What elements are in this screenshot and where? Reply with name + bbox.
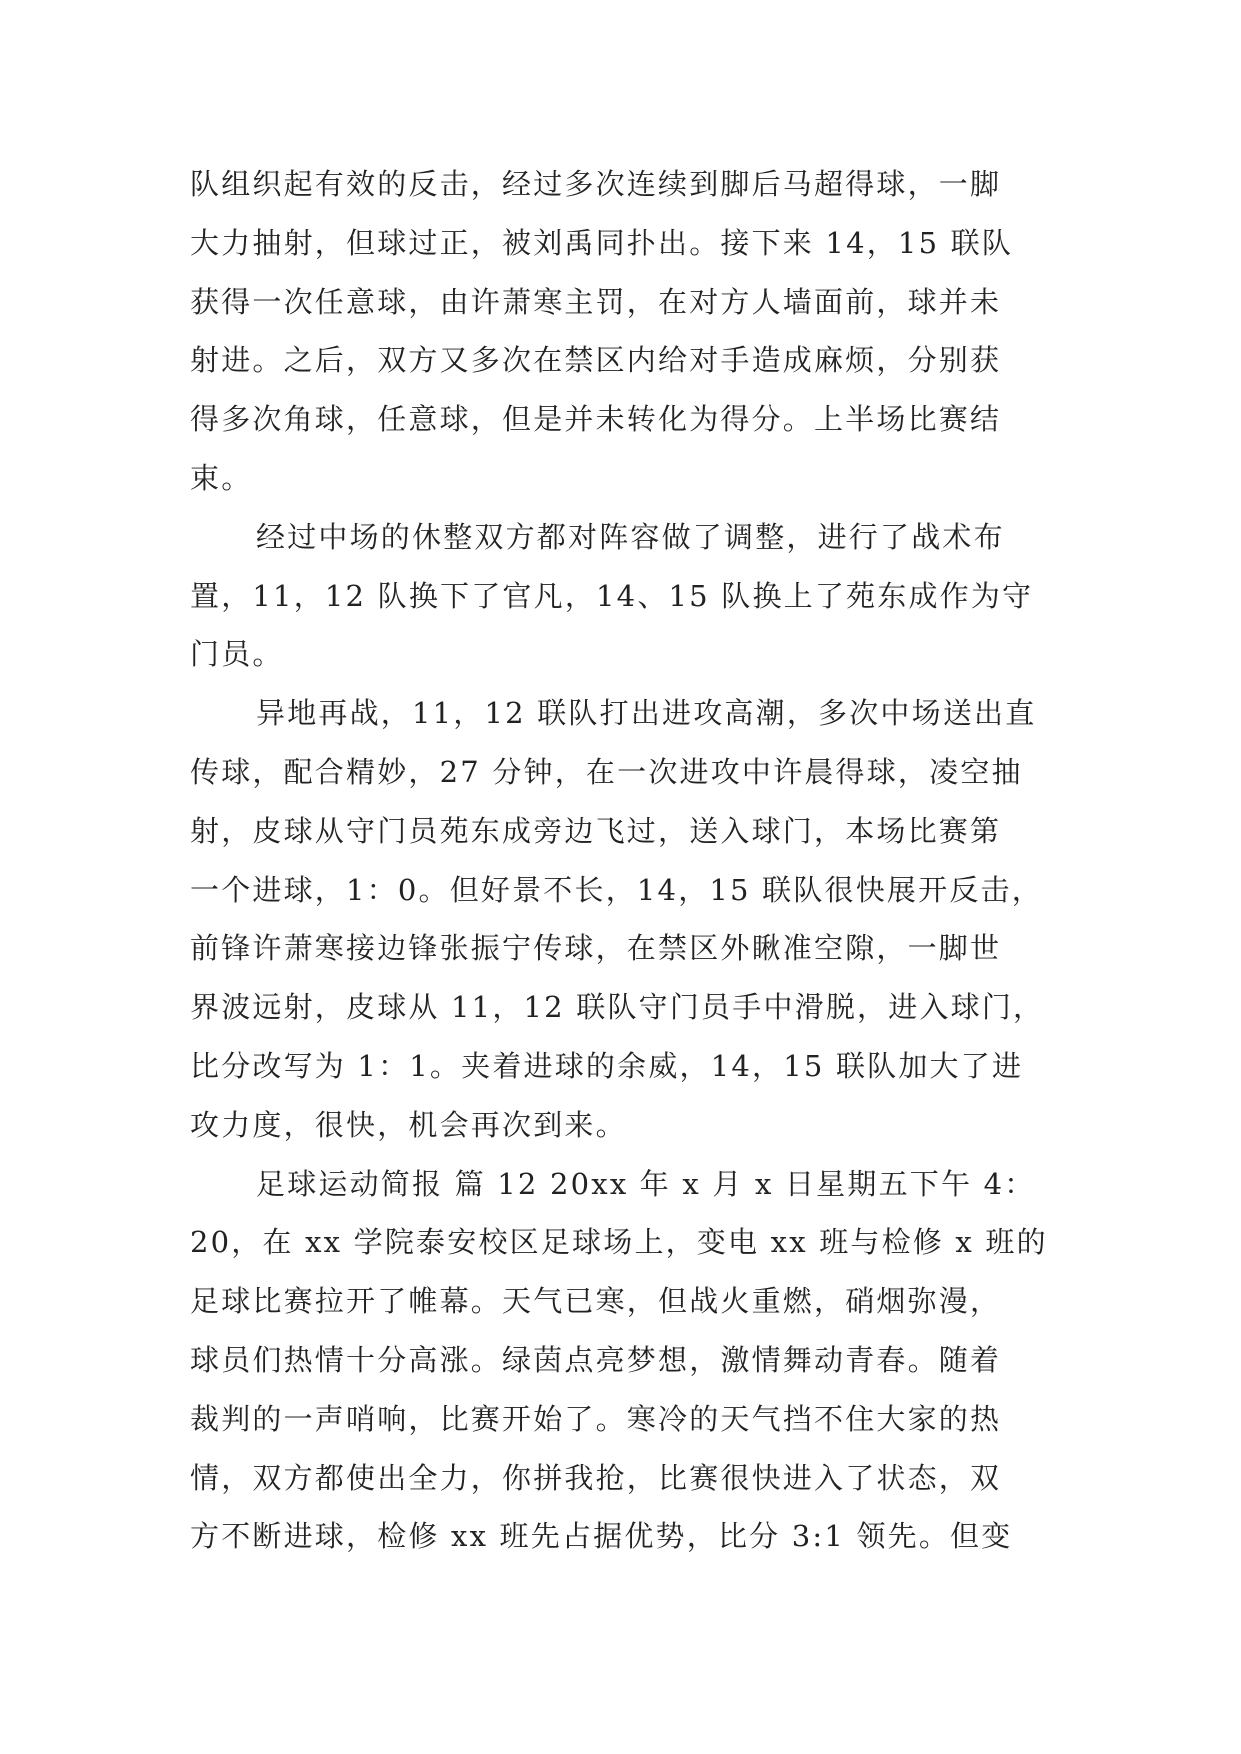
text-line: 束。 [190, 460, 253, 495]
text-line: 经过中场的休整双方都对阵容做了调整，进行了战术布 [256, 519, 1005, 554]
paragraph-2 [190, 508, 1060, 684]
text-line: 异地再战，11，12 联队打出进攻高潮，多次中场送出直 [256, 696, 1037, 731]
paragraph-4 [190, 1155, 1060, 1567]
text-line: 球员们热情十分高涨。绿茵点亮梦想，激情舞动青春。随着 [190, 1342, 1002, 1377]
text-line: 裁判的一声哨响，比赛开始了。寒冷的天气挡不住大家的热 [190, 1401, 1002, 1436]
text-line: 得多次角球，任意球，但是并未转化为得分。上半场比赛结 [190, 402, 1002, 437]
text-line: 攻力度，很快，机会再次到来。 [190, 1107, 627, 1142]
text-line: 足球比赛拉开了帷幕。天气已寒，但战火重燃，硝烟弥漫， [190, 1284, 1002, 1319]
text-line: 前锋许萧寒接边锋张振宁传球，在禁区外瞅准空隙，一脚世 [190, 931, 1002, 966]
text-line: 获得一次任意球，由许萧寒主罚，在对方人墙面前，球并未 [190, 284, 1002, 319]
text-line: 足球运动简报 篇 12 20xx 年 x 月 x 日星期五下午 4： [256, 1166, 1036, 1201]
text-line: 界波远射，皮球从 11，12 联队守门员手中滑脱，进入球门， [190, 990, 1045, 1025]
text-line: 大力抽射，但球过正，被刘禹同扑出。接下来 14，15 联队 [190, 225, 1014, 260]
text-line: 射，皮球从守门员苑东成旁边飞过，送入球门，本场比赛第 [190, 813, 1002, 848]
document-page [190, 155, 1060, 1566]
text-line: 20，在 xx 学院泰安校区足球场上，变电 xx 班与检修 x 班的 [190, 1225, 1048, 1260]
text-line: 一个进球，1：0。但好景不长，14，15 联队很快展开反击， [190, 872, 1043, 907]
text-line: 射进。之后，双方又多次在禁区内给对手造成麻烦，分别获 [190, 343, 1002, 378]
paragraph-1 [190, 155, 1060, 508]
text-line: 门员。 [190, 637, 284, 672]
text-line: 置，11，12 队换下了官凡，14、15 队换上了苑东成作为守 [190, 578, 1034, 613]
text-line: 传球，配合精妙，27 分钟，在一次进攻中许晨得球，凌空抽 [190, 754, 1023, 789]
paragraph-3 [190, 684, 1060, 1154]
text-line: 队组织起有效的反击，经过多次连续到脚后马超得球，一脚 [190, 167, 1002, 201]
text-line: 情，双方都使出全力，你拼我抢，比赛很快进入了状态，双 [190, 1460, 1002, 1495]
text-line: 比分改写为 1：1。夹着进球的余威，14，15 联队加大了进 [190, 1048, 1024, 1083]
text-line: 方不断进球，检修 xx 班先占据优势，比分 3:1 领先。但变 [190, 1519, 1013, 1554]
